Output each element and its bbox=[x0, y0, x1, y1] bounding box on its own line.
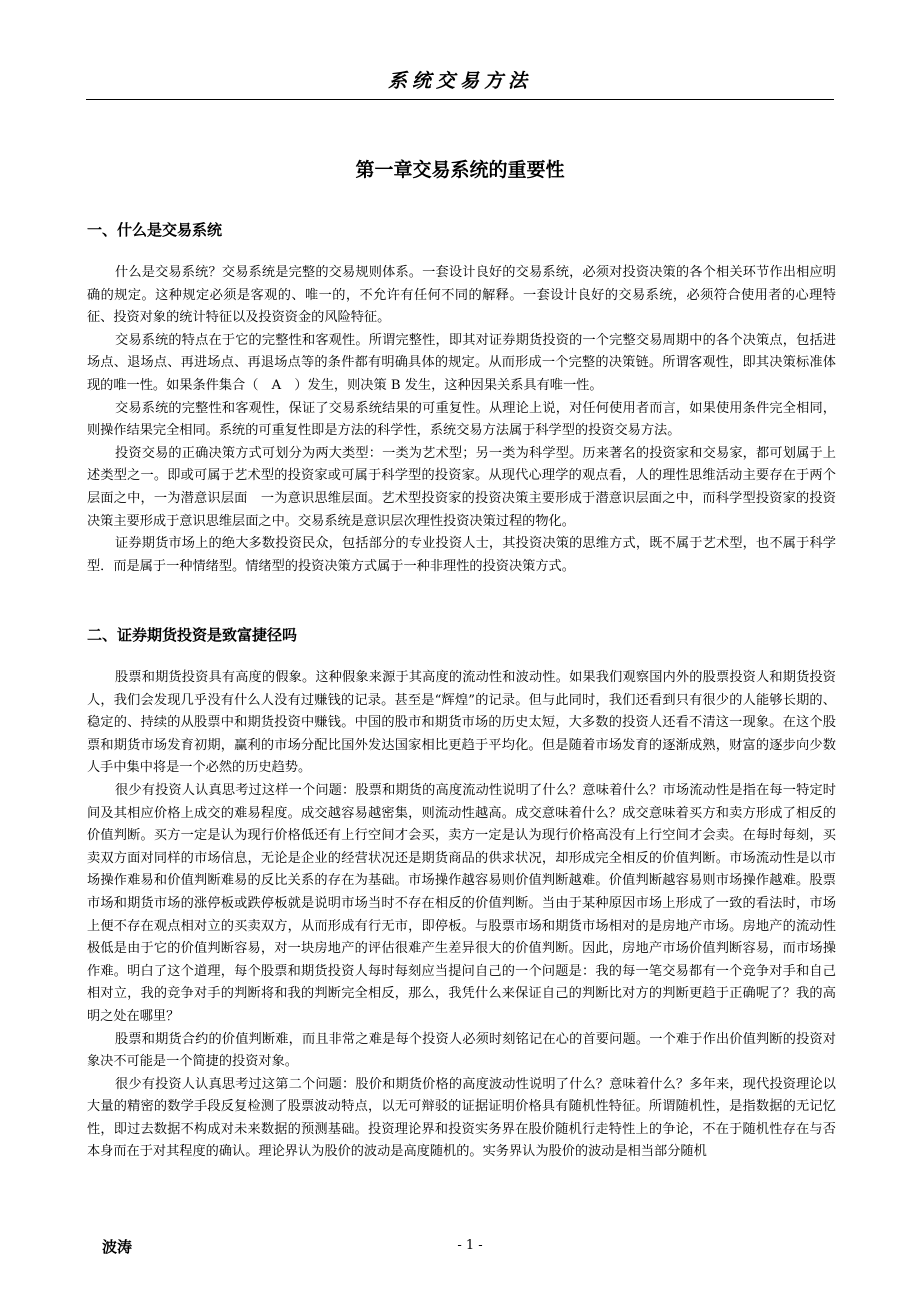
paragraph: 股票和期货投资具有高度的假象。这种假象来源于其高度的流动性和波动性。如果我们观察国内外的股票投资人和期货投资人，我们会发现几乎没有什么人没有过赚钱的记录。甚至是“辉煌”的记录。但与此同时，我们还看到只有很少的人能够长期的、稳定的、持续的从股票中和期货投资中赚钱。中国的股市和期货市场的历史太短，大多数的投资人还看不清这一现象。在这个股票和期货市场发育初期，赢利的市场分配比国外发达国家相比更趋于平均化。但是随着市场发育的逐渐成熟，财富的逐步向少数人手中集中将是一个必然的历史趋势。 bbox=[87, 670, 836, 776]
page-number: - 1 - bbox=[457, 1238, 483, 1253]
paragraph: 投资交易的正确决策方式可划分为两大类型：一类为艺术型；另一类为科学型。历来著名的投资家和交易家，都可划属于上述类型之一。即或可属于艺术型的投资家或可属于科学型的投资家。从现代心理学的观点看，人的理性思维活动主要存在于两个层面之中，一为潜意识层面 一为意识思维层面。艺术型投资家的投资决策主要形成于潜意识层面之中，而科学型投资家的投资决策主要形成于意识思维层面之中。交易系统是意识层次理性投资决策过程的物化。 bbox=[87, 445, 836, 529]
chapter-title: 第一章交易系统的重要性 bbox=[355, 159, 565, 181]
paragraph: 什么是交易系统？交易系统是完整的交易规则体系。一套设计良好的交易系统，必须对投资决策的各个相关环节作出相应明确的规定。这种规定必须是客观的、唯一的，不允许有任何不同的解释。一套设计良好的交易系统，必须符合使用者的心理特征、投资对象的统计特征以及投资资金的风险特征。 bbox=[87, 265, 836, 326]
paragraph: 很少有投资人认真思考过这样一个问题：股票和期货的高度流动性说明了什么？意味着什么？市场流动性是指在每一特定时间及其相应价格上成交的难易程度。成交越容易越密集，则流动性越高。成交意味着什么？成交意味着买方和卖方形成了相反的价值判断。买方一定是认为现行价格低还有上行空间才会买，卖方一定是认为现行价格高没有上行空间才会卖。在每时每刻，买卖双方面对同样的市场信息，无论是企业的经营状况还是期货商品的供求状况，却形成完全相反的价值判断。市场流动性是以市场操作难易和价值判断难易的反比关系的存在为基础。市场操作越容易则价值判断越难。价值判断越容易则市场操作越难。股票市场和期货市场的涨停板或跌停板就是说明市场当时不存在相反的价值判断。当由于某种原因市场上形成了一致的看法时，市场上便不存在观点相对立的买卖双方，从而形成有行无市，即停板。与股票市场和期货市场相对的是房地产市场。房地产的流动性极低是由于它的价值判断容易，对一块房地产的评估很难产生差异很大的价值判断。因此，房地产市场价值判断容易，而市场操作难。明白了这个道理，每个股票和期货投资人每时每刻应当提问自己的一个问题是：我的每一笔交易都有一个竞争对手和自己相对立，我的竞争对手的判断将和我的判断完全相反，那么，我凭什么来保证自己的判断比对方的判断更趋于正确呢了？我的高明之处在哪里？ bbox=[87, 782, 836, 1024]
paragraph: 很少有投资人认真思考过这第二个问题：股价和期货价格的高度波动性说明了什么？意味着什么？多年来，现代投资理论以大量的精密的数学手段反复检测了股票波动特点，以无可辩驳的证据证明价格具有随机性特征。所谓随机性，是指数据的无记忆性，即过去数据不构成对未来数据的预测基础。投资理论界和投资实务界在股价随机行走特性上的争论，不在于随机性存在与否本身而在于对其程度的确认。理论界认为股价的波动是高度随机的。实务界认为股价的波动是相当部分随机 bbox=[87, 1076, 836, 1160]
section-1-body bbox=[87, 262, 836, 578]
footer-author: 波涛 bbox=[102, 1238, 133, 1256]
paragraph: 交易系统的完整性和客观性，保证了交易系统结果的可重复性。从理论上说，对任何使用者而言，如果使用条件完全相同，则操作结果完全相同。系统的可重复性即是方法的科学性，系统交易方法属于科学型的投资交易方法。 bbox=[87, 400, 836, 439]
paragraph: 证券期货市场上的绝大多数投资民众，包括部分的专业投资人士，其投资决策的思维方式，既不属于艺术型，也不属于科学型．而是属于一种情绪型。情绪型的投资决策方式属于一种非理性的投资决策方式。 bbox=[87, 536, 836, 574]
section-heading-1: 一、什么是交易系统 bbox=[87, 221, 223, 239]
paragraph: 股票和期货合约的价值判断难，而且非常之难是每个投资人必须时刻铭记在心的首要问题。一个难于作出价值判断的投资对象决不可能是一个简捷的投资对象。 bbox=[87, 1031, 836, 1070]
paragraph: 交易系统的特点在于它的完整性和客观性。所谓完整性，即其对证券期货投资的一个完整交易周期中的各个决策点，包括进场点、退场点、再进场点、再退场点等的条件都有明确具体的规定。从而形成一个完整的决策链。所谓客观性，即其决策标准体现的唯一性。如果条件集合（ A ）发生，则决策 B 发生，这种因果关系具有唯一性。 bbox=[87, 332, 836, 393]
section-2-body bbox=[87, 667, 836, 1164]
section-heading-2: 二、证券期货投资是致富捷径吗 bbox=[87, 626, 298, 644]
running-header-title: 系统交易方法 bbox=[387, 70, 532, 92]
header-divider bbox=[86, 99, 834, 100]
